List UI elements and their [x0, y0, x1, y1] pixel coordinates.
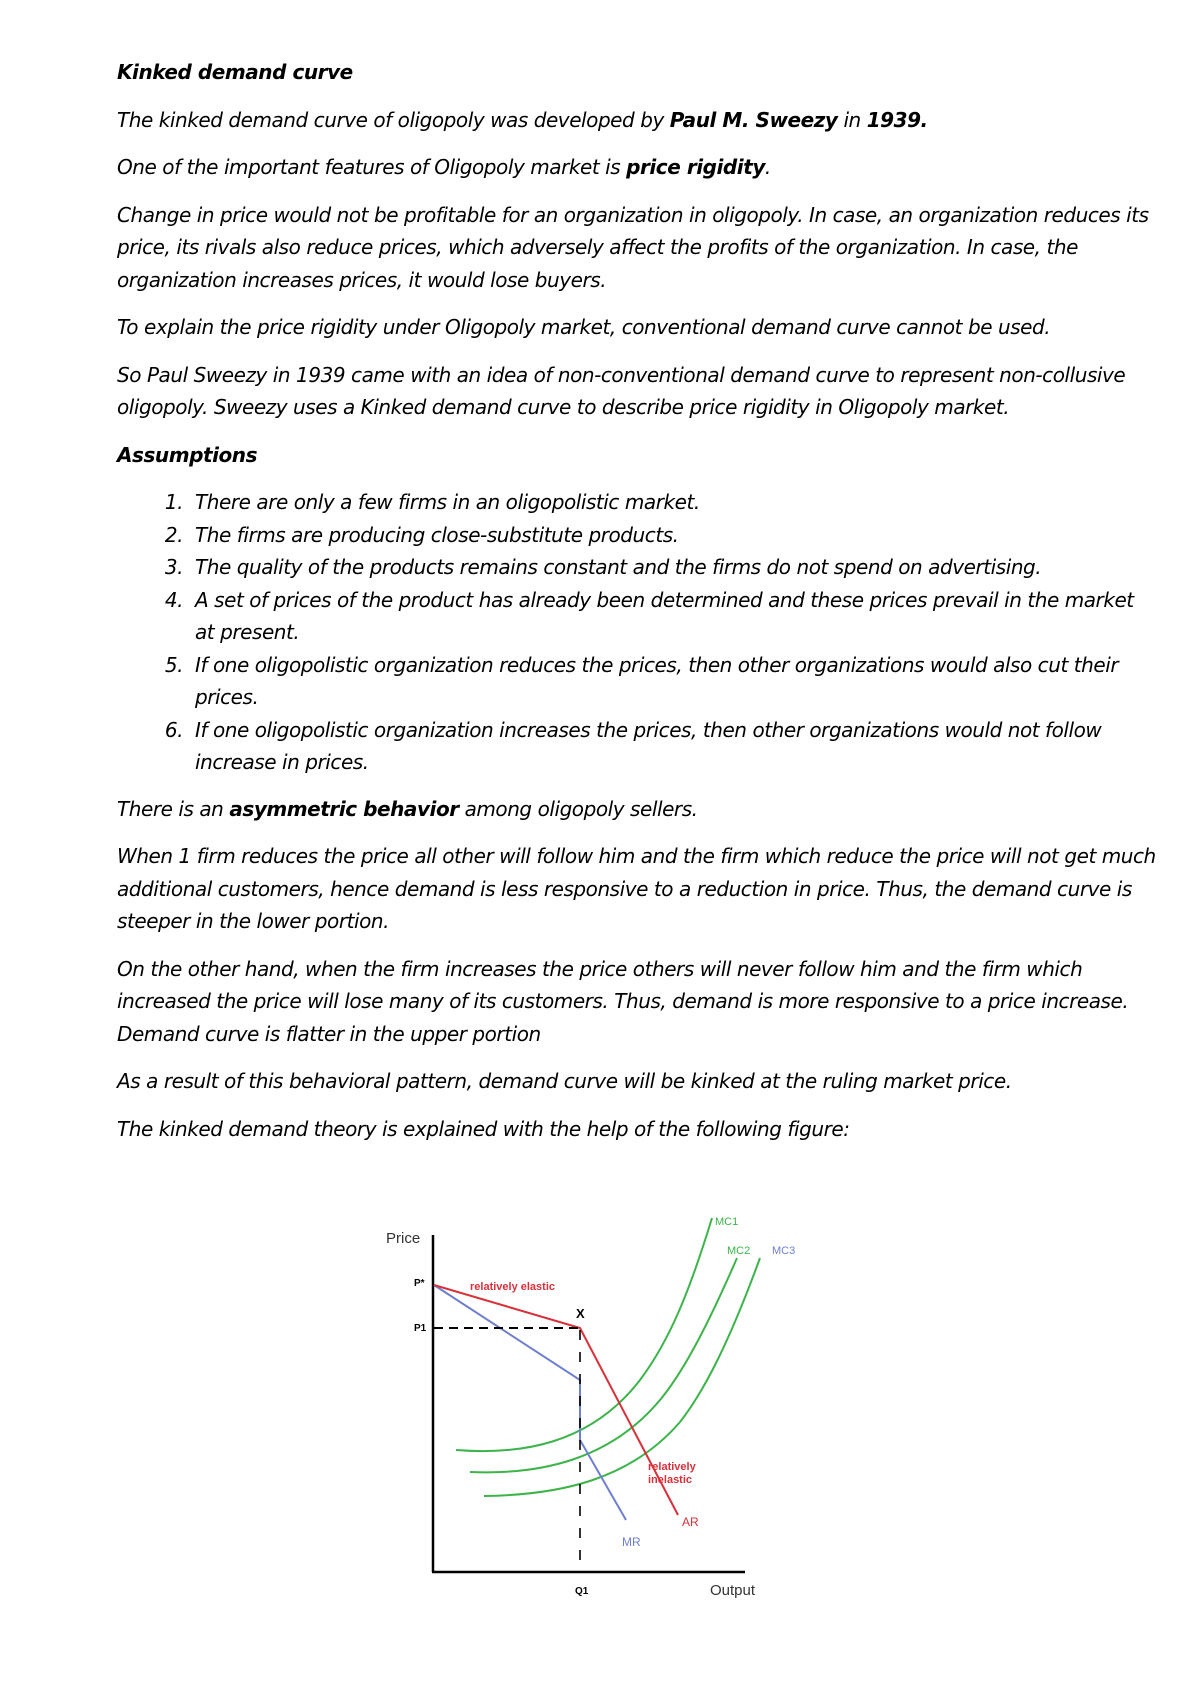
list-item: 1. There are only a few firms in an oligopolistic market. — [189, 486, 1157, 519]
ar-label: AR — [682, 1515, 699, 1529]
feature-paragraph — [117, 151, 1157, 184]
result-paragraph: As a result of this behavioral pattern, demand curve will be kinked at the ruling market price. — [117, 1069, 1012, 1093]
feature-post: . — [764, 155, 771, 179]
inelastic-label-line1: relatively — [648, 1461, 696, 1473]
explain-paragraph: To explain the price rigidity under Oligopoly market, conventional demand curve cannot be used. — [117, 315, 1051, 339]
kink-label: X — [576, 1306, 585, 1321]
intro-mid: in — [837, 107, 867, 132]
assumptions-heading: Assumptions — [117, 442, 258, 467]
feature-pre: One of the important features of Oligopoly market is — [117, 155, 627, 179]
asymmetric-paragraph — [117, 793, 1157, 826]
list-item: 3. The quality of the products remains constant and the firms do not spend on advertising. — [189, 551, 1157, 584]
x-axis-label: Output — [710, 1582, 756, 1599]
list-item: 6. If one oligopolistic organization increases the prices, then other organizations would not follow increase in prices. — [189, 714, 1157, 779]
increase-paragraph: On the other hand, when the firm increases the price others will never follow him and the firm which increased the price will lose many of its customers. Thus, demand is more responsive to a price increase. Demand curve is flatter in the upper portion — [117, 956, 1129, 1046]
mc3-label: MC3 — [772, 1245, 796, 1257]
p1-label: P1 — [414, 1323, 427, 1334]
list-item: 2. The firms are producing close-substitute products. — [189, 519, 1157, 552]
elastic-label: relatively elastic — [470, 1281, 556, 1293]
year: 1939. — [866, 107, 928, 132]
sweezy-paragraph: So Paul Sweezy in 1939 came with an idea of non-conventional demand curve to represent non-collusive oligopoly. Sweezy uses a Kinked demand curve to describe price rigidity in Oligopoly market. — [117, 362, 1126, 419]
intro-pre: The kinked demand curve of oligopoly was developed by — [117, 107, 670, 132]
mr-curve — [434, 1285, 626, 1520]
mc3-curve — [484, 1258, 760, 1496]
figure-intro-paragraph: The kinked demand theory is explained with the help of the following figure: — [117, 1116, 850, 1141]
mc2-label: MC2 — [727, 1245, 751, 1257]
list-item: 4. A set of prices of the product has already been determined and these prices prevail in the market at present. — [189, 584, 1157, 649]
document-title: Kinked demand curve — [117, 60, 353, 84]
asymmetric-bold: asymmetric behavior — [229, 796, 459, 821]
q1-label: Q1 — [575, 1586, 589, 1597]
document-body — [117, 56, 1157, 1160]
p-star-label: P* — [414, 1278, 425, 1289]
kinked-demand-figure — [370, 1210, 830, 1610]
inelastic-label-line2: inelastic — [648, 1474, 693, 1486]
intro-paragraph — [117, 104, 1157, 137]
change-paragraph: Change in price would not be profitable for an organization in oligopoly. In case, an organization reduces its price, its rivals also reduce prices, which adversely affect the profits of the organization. In case, the organization increases prices, it would lose buyers. — [117, 202, 1149, 292]
mc1-label: MC1 — [715, 1216, 739, 1228]
assumptions-list — [117, 486, 1157, 779]
author-name: Paul M. Sweezy — [669, 107, 838, 132]
reduce-paragraph: When 1 firm reduces the price all other will follow him and the firm which reduce the price will not get much additional customers, hence demand is less responsive to a reduction in price. Thus, the demand curve is steeper in the lower portion. — [117, 844, 1156, 933]
ar-curve — [434, 1285, 678, 1515]
asymmetric-pre: There is an — [117, 796, 230, 821]
mr-label: MR — [622, 1535, 641, 1549]
y-axis-label: Price — [386, 1230, 421, 1247]
list-item: 5. If one oligopolistic organization reduces the prices, then other organizations would also cut their prices. — [189, 649, 1157, 714]
asymmetric-post: among oligopoly sellers. — [458, 796, 698, 821]
feature-bold: price rigidity — [626, 155, 765, 179]
